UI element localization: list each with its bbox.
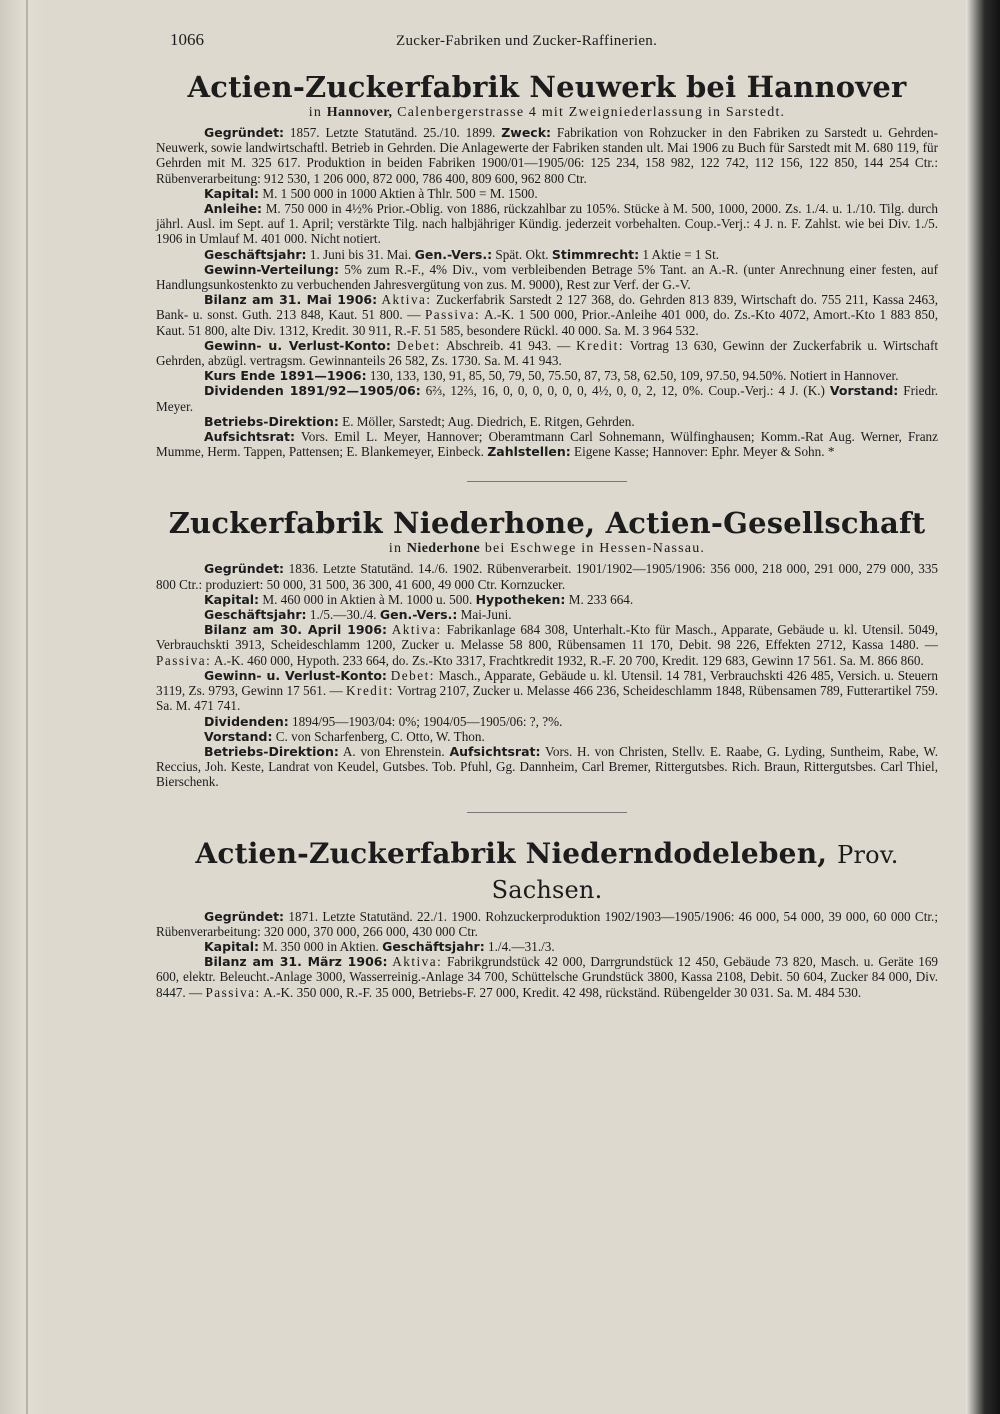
document-page <box>156 26 938 1000</box>
operations-paragraph: Betriebs-Direktion: E. Möller, Sarstedt; Aug. Diedrich, E. Ritgen, Gehrden. <box>204 413 635 429</box>
company-entry-niederndodeleben <box>156 837 938 1000</box>
book-gutter <box>0 0 44 1414</box>
section-divider <box>467 812 627 813</box>
profit-loss-paragraph: Gewinn- u. Verlust-Konto: Debet: Abschreib. 41 943. — Kredit: Vortrag 13 630, Gewinn der Zuckerfabrik u. Wirtschaft Gehrden, abzügl. vertragsm. Gewinnanteils 26 582, Zs. 1730. Sa. M. 41 943. <box>156 337 939 369</box>
running-header <box>156 26 938 56</box>
company-title: Actien-Zuckerfabrik Niederndodeleben, Prov. Sachsen. <box>195 836 899 904</box>
page-edge-shadow <box>966 0 1000 1414</box>
company-city: Niederhone <box>406 541 481 557</box>
dividends-paragraph: Dividenden: 1894/95—1903/04: 0%; 1904/05—1905/06: ?, ?%. <box>204 713 563 729</box>
company-title: Actien-Zuckerfabrik Neuwerk bei Hannover <box>187 70 907 104</box>
profit-distribution-paragraph: Gewinn-Verteilung: 5% zum R.-F., 4% Div., vom verbleibenden Betrage 5% Tant. an A.-R. (unter Anrechnung einer festen, auf Handlungsunkostenkto zu verbuchenden Jahresvergütung von zus. M. 9000), Rest zur Verf. der G.-V. <box>156 261 939 293</box>
dividends-paragraph: Dividenden 1891/92—1905/06: 6⅔, 12⅔, 16, 0, 0, 0, 0, 0, 0, 4½, 0, 0, 2, 12, 0%. Coup.-Verj.: 4 J. (K.) Vorstand: Friedr. Meyer. <box>156 383 939 414</box>
capital-paragraph: Kapital: M. 350 000 in Aktien. Geschäftsjahr: 1./4.—31./3. <box>204 938 555 954</box>
running-title: Zucker-Fabriken und Zucker-Raffinerien. <box>396 33 658 49</box>
founded-paragraph: Gegründet: 1871. Letzte Statutänd. 22./1. 1900. Rohzuckerproduktion 1902/1903—1905/1906: 46 000, 54 000, 39 000, 60 000 Ctr.; Rübenverarbeitung: 320 000, 370 000, 266 000, 430 000 Ctr. <box>156 908 938 939</box>
capital-paragraph: Kapital: M. 460 000 in Aktien à M. 1000 u. 500. Hypotheken: M. 233 664. <box>204 591 634 607</box>
bond-paragraph: Anleihe: M. 750 000 in 4½% Prior.-Oblig. von 1886, rückzahlbar zu 105%. Stücke à M. 500, 1000, 2000. Zs. 1./4. u. 1./10. Tilg. durch jährl. Ausl. im Sept. auf 1. April; verstärkte Tilg. nach halbjähriger Kündig. jederzeit vorbehalten. Coup.-Verj.: 4 J. n. F. Zahlst. wie bei Div. 1./5. 1906 in Umlauf M. 401 000. Nicht notiert. <box>156 201 938 247</box>
fiscal-year-paragraph: Geschäftsjahr: 1. Juni bis 31. Mai. Gen.-Vers.: Spät. Okt. Stimmrecht: 1 Aktie = 1 St. <box>204 246 720 262</box>
company-title: Zuckerfabrik Niederhone, Actien-Gesellschaft <box>168 506 926 541</box>
company-region: Prov. Sachsen. <box>491 840 899 904</box>
gutter-line <box>26 0 28 1414</box>
balance-paragraph: Bilanz am 31. Mai 1906: Aktiva: Zuckerfabrik Sarstedt 2 127 368, do. Gehrden 813 839, Wirtschaft do. 755 211, Kassa 2463, Bank- u. sonst. Guth. 213 848, Kaut. 51 800. — Passiva: A.-K. 1 500 000, Prior.-Anleihe 401 000, do. Zs.-Kto 4072, Amort.-Kto 1 883 850, Kaut. 51 800, alte Div. 1312, Kredit. 30 911, R.-F. 51 585, besondere Rückl. 40 000. Sa. M. 3 964 532. <box>156 292 939 338</box>
founded-paragraph: Gegründet: 1836. Letzte Statutänd. 14./6. 1902. Rübenverarbeit. 1901/1902—1905/1906: 356 000, 218 000, 291 000, 279 000, 335 800 Ctr.: produziert: 50 000, 31 500, 36 300, 41 600, 49 000 Ctr. Kornzucker. <box>156 561 939 592</box>
company-location: in Hannover, Calenbergerstrasse 4 mit Zweigniederlassung in Sarstedt. <box>308 105 786 120</box>
section-divider <box>467 481 627 482</box>
capital-paragraph: Kapital: M. 1 500 000 in 1000 Aktien à Thlr. 500 = M. 1500. <box>204 185 538 201</box>
company-entry-niederhone <box>156 506 938 789</box>
fiscal-year-paragraph: Geschäftsjahr: 1./5.—30./4. Gen.-Vers.: Mai-Juni. <box>204 607 512 623</box>
balance-paragraph: Bilanz am 30. April 1906: Aktiva: Fabrikanlage 684 308, Unterhalt.-Kto für Masch., Apparate, Gebäude u. kl. Utensil. 5049, Verbrauchskti 3913, Scheideschlamm 1200, Zucker u. Melasse 58 800, Rübensamen 11 170, Debit. 98 226, Effekten 2712, Kassa 1480. — Passiva: A.-K. 460 000, Hypoth. 233 664, do. Zs.-Kto 3317, Frachtkredit 1932, R.-F. 20 700, Kredit. 129 683, Gewinn 17 561. Sa. M. 866 860. <box>156 622 939 668</box>
share-price-paragraph: Kurs Ende 1891—1906: 130, 133, 130, 91, 85, 50, 79, 50, 75.50, 87, 73, 58, 62.50, 109, 97.50, 94.50%. Notiert in Hannover. <box>204 368 899 384</box>
page-number: 1066 <box>170 30 204 49</box>
board-of-directors-paragraph: Vorstand: C. von Scharfenberg, C. Otto, W. Thon. <box>204 728 485 744</box>
balance-paragraph: Bilanz am 31. März 1906: Aktiva: Fabrikgrundstück 42 000, Darrgrundstück 12 450, Gebäude 73 820, Masch. u. Geräte 169 600, elektr. Beleucht.-Anlage 3000, Wasserreinig.-Anlage 34 700, Schüttelsche Grundstück 3800, Kassa 2108, Debit. 50 604, Zucker 84 000, Div. 8447. — Passiva: A.-K. 350 000, R.-F. 35 000, Betriebs-F. 27 000, Kredit. 42 498, rückständ. Rübengelder 30 031. Sa. M. 484 530. <box>156 954 939 1000</box>
profit-loss-paragraph: Gewinn- u. Verlust-Konto: Debet: Masch., Apparate, Gebäude u. kl. Utensil. 14 781, Verbrauchskti 426 485, Versich. u. Steuern 3119, Zs. 9793, Gewinn 17 561. — Kredit: Vortrag 2107, Zucker u. Melasse 466 236, Scheideschlamm 1848, Rübensamen 789, Futterartikel 759. Sa. M. 471 741. <box>156 667 939 714</box>
company-location: in Niederhone bei Eschwege in Hessen-Nassau. <box>388 541 706 557</box>
founded-paragraph: Gegründet: 1857. Letzte Statutänd. 25./10. 1899. Zweck: Fabrikation von Rohzucker in den Fabriken zu Sarstedt u. Gehrden-Neuwerk, sowie landwirtschaftl. Betrieb in Gehrden. Die Anlagewerte der Fabriken standen ult. Mai 1906 zu Buch für Sarstedt mit M. 680 119, für Gehrden mit M. 325 617. Produktion in beiden Fabriken 1900/01—1905/06: 125 234, 158 982, 122 742, 112 156, 122 850, 144 254 Ctr.: Rübenverarbeitung: 912 530, 1 206 000, 872 000, 786 400, 809 600, 962 800 Ctr. <box>156 125 939 186</box>
board-paragraph: Aufsichtsrat: Vors. Emil L. Meyer, Hannover; Oberamtmann Carl Sohnemann, Wülfinghausen; Komm.-Rat Aug. Werner, Franz Mumme, Herm. Tappen, Pattensen; E. Blankemeyer, Einbeck. Zahlstellen: Eigene Kasse; Hannover: Ephr. Meyer & Sohn. * <box>156 429 938 460</box>
company-city: Hannover, <box>326 105 393 120</box>
operations-paragraph: Betriebs-Direktion: A. von Ehrenstein. Aufsichtsrat: Vors. H. von Christen, Stellv. E. Raabe, G. Lyding, Suntheim, Rabe, W. Reccius, Joh. Keste, Landrat von Keudel, Gutsbes. Tob. Pfuhl, Gg. Dannheim, Carl Bremer, Rittergutsbes. Rich. Braun, Rittergutsbes. Carl Thiel, Bierschenk. <box>156 743 939 790</box>
company-entry-neuwerk <box>156 70 938 459</box>
